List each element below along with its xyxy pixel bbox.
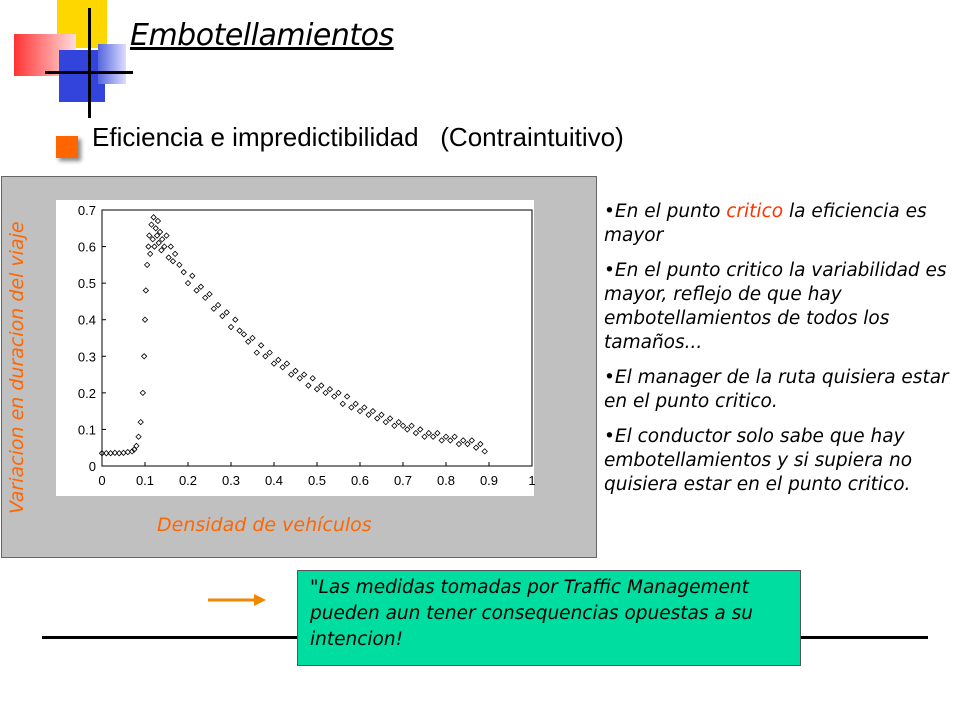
subtitle-bullet-icon bbox=[56, 136, 78, 158]
bullet-list bbox=[604, 200, 954, 508]
bullet-text-end: la eficiencia es mayor bbox=[604, 201, 927, 246]
x-tick-label: 0.3 bbox=[221, 473, 241, 488]
bullet-highlight: critico bbox=[726, 201, 784, 222]
y-tick-label: 0.3 bbox=[77, 349, 96, 365]
y-tick-label: 0.1 bbox=[77, 422, 96, 438]
y-tick-label: 0 bbox=[88, 459, 96, 474]
x-tick-label: 0.1 bbox=[135, 473, 155, 488]
x-axis-caption: Densidad de vehículos bbox=[157, 514, 372, 536]
bullet-text: El conductor solo sabe que hay embotellamientos y si supiera no quisiera estar en el punto critico. bbox=[604, 426, 913, 495]
scatter-plot bbox=[56, 200, 534, 496]
y-tick-label: 0.5 bbox=[77, 276, 96, 292]
plot-background bbox=[56, 200, 534, 496]
slide-title: Embotellamientos bbox=[130, 18, 394, 53]
x-tick-label: 0.4 bbox=[264, 473, 284, 488]
x-tick-label: 1 bbox=[528, 473, 536, 488]
y-tick-label: 0.6 bbox=[77, 239, 96, 255]
x-tick-label: 0.2 bbox=[178, 473, 198, 488]
logo-vertical-line bbox=[88, 8, 91, 118]
x-tick-label: 0 bbox=[98, 473, 106, 488]
y-tick-label: 0.4 bbox=[77, 312, 96, 328]
bullet-text: En el punto bbox=[614, 201, 727, 222]
bullet-item: •El manager de la ruta quisiera estar en el punto critico. bbox=[604, 367, 949, 412]
quote-box: "Las medidas tomadas por Traffic Management pueden aun tener consequencias opuestas a su intencion! bbox=[297, 570, 801, 666]
arrow-right-icon bbox=[206, 590, 268, 610]
x-tick-label: 0.6 bbox=[350, 473, 370, 488]
slide-subtitle: Eficiencia e impredictibilidad (Contraintuitivo) bbox=[92, 122, 624, 152]
logo-light-blue-square bbox=[98, 44, 126, 84]
logo-horizontal-line bbox=[45, 71, 133, 74]
y-tick-label: 0.7 bbox=[77, 203, 96, 218]
bullet-text: El manager de la ruta quisiera estar en el punto critico. bbox=[604, 367, 949, 412]
x-tick-label: 0.7 bbox=[393, 473, 413, 488]
bullet-text: En el punto critico la variabilidad es mayor, reflejo de que hay embotellamientos de todos los tamaños... bbox=[604, 260, 947, 353]
x-tick-label: 0.8 bbox=[436, 473, 456, 488]
y-axis-caption: Variacion en duracion del viaje bbox=[6, 221, 28, 514]
y-tick-label: 0.2 bbox=[77, 385, 96, 401]
x-tick-label: 0.9 bbox=[479, 473, 499, 488]
x-tick-label: 0.5 bbox=[307, 473, 327, 488]
bullet-item: •En el punto critico la variabilidad es mayor, reflejo de que hay embotellamientos de todos los tamaños... bbox=[604, 260, 947, 353]
bullet-item: •En el punto critico la eficiencia es mayor bbox=[604, 201, 927, 246]
bullet-item: •El conductor solo sabe que hay embotellamientos y si supiera no quisiera estar en el punto critico. bbox=[604, 426, 913, 495]
